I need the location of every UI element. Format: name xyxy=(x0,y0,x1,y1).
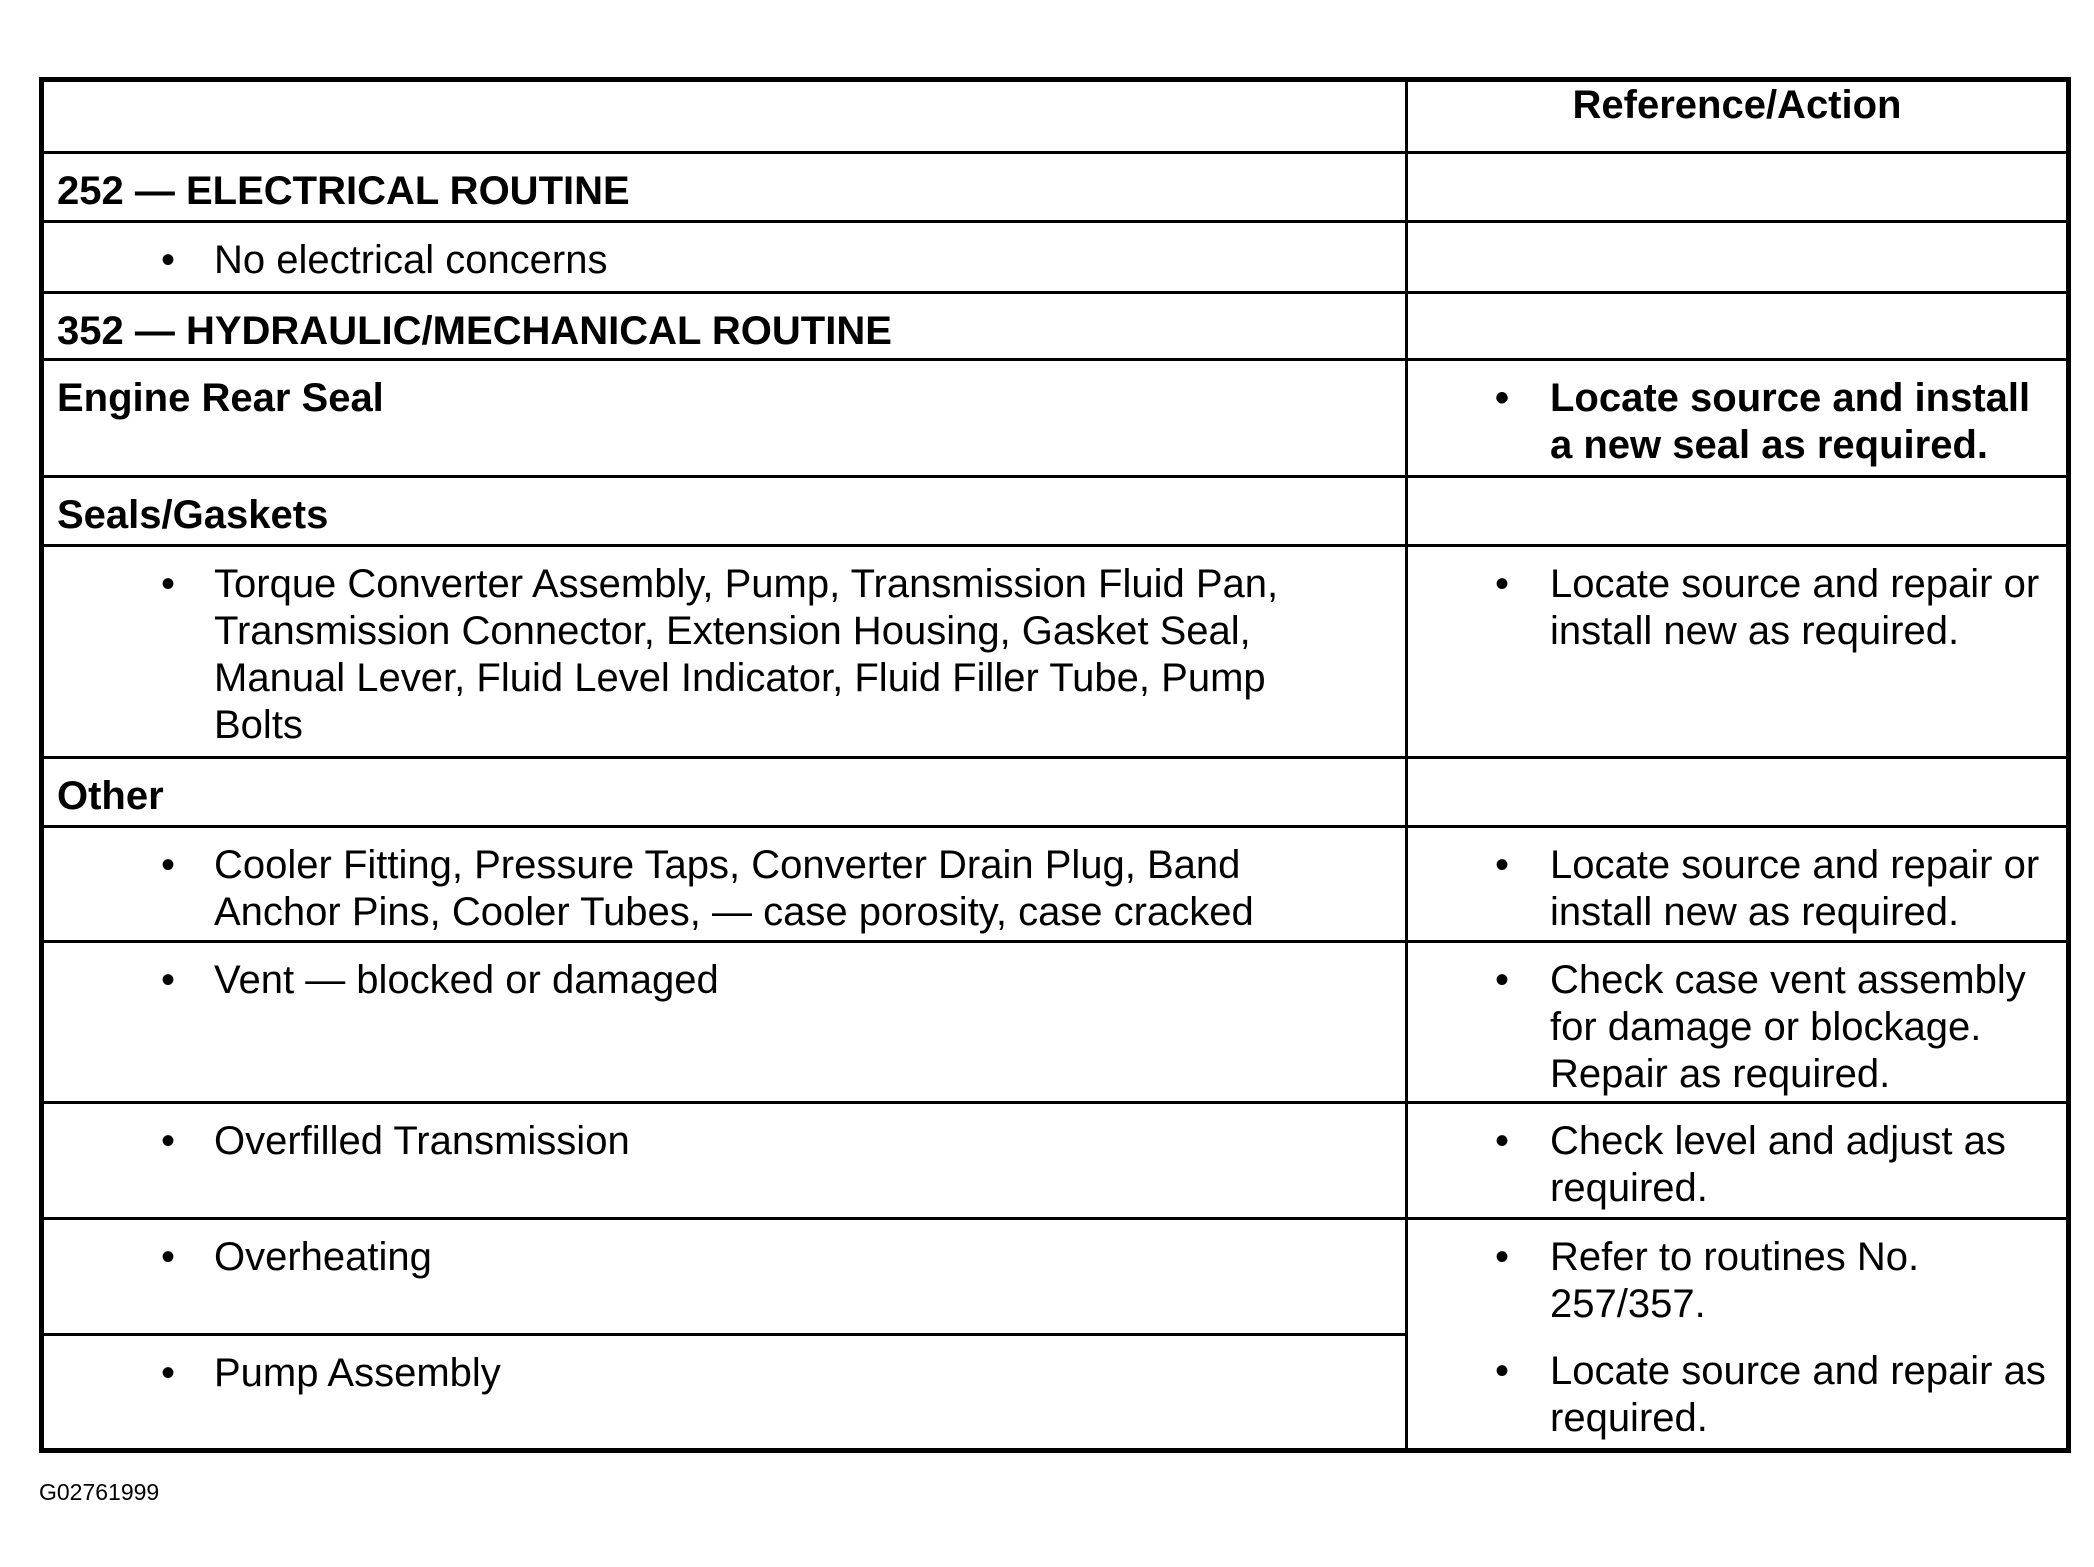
bullet-icon: • xyxy=(161,1351,176,1395)
action-cell xyxy=(1407,942,2069,1103)
table-row xyxy=(42,222,2069,293)
table-row xyxy=(42,1219,2069,1335)
bullet-icon: • xyxy=(1495,958,1510,1002)
bullet-icon: • xyxy=(161,843,176,887)
condition-cell xyxy=(42,1219,1407,1335)
table-row xyxy=(42,293,2069,360)
table-row xyxy=(42,153,2069,222)
header-cell-reference-action: Reference/Action xyxy=(1407,80,2069,153)
action-cell-empty xyxy=(1407,758,2069,827)
bullet-icon: • xyxy=(1495,376,1510,420)
action-text: Locate source and repair as required. xyxy=(1550,1349,2046,1440)
figure-id-label: G02761999 xyxy=(39,1479,160,1505)
table-row xyxy=(42,758,2069,827)
condition-text: Cooler Fitting, Pressure Taps, Converter Drain Plug, Band Anchor Pins, Cooler Tubes, — case porosity, case cracked xyxy=(214,843,1254,934)
header-cell-condition xyxy=(42,80,1407,153)
condition-text: No electrical concerns xyxy=(214,238,608,282)
bullet-icon: • xyxy=(161,1235,176,1279)
bullet-icon: • xyxy=(1495,1119,1510,1163)
bullet-icon: • xyxy=(161,958,176,1002)
section-heading-engine-rear-seal: Engine Rear Seal xyxy=(42,360,1407,477)
action-cell xyxy=(1407,1103,2069,1219)
condition-text: Vent — blocked or damaged xyxy=(214,958,719,1002)
action-text: Locate source and install a new seal as required. xyxy=(1550,376,2031,467)
section-heading-seals-gaskets: Seals/Gaskets xyxy=(42,477,1407,546)
condition-text: Overheating xyxy=(214,1235,432,1279)
section-heading-electrical-routine: 252 — ELECTRICAL ROUTINE xyxy=(42,153,1407,222)
action-cell xyxy=(1407,360,2069,477)
action-text: Locate source and repair or install new as required. xyxy=(1550,562,2040,653)
table-header-row xyxy=(42,80,2069,153)
diagnostic-table xyxy=(39,77,2071,1453)
action-cell-empty xyxy=(1407,477,2069,546)
table-row xyxy=(42,546,2069,758)
table-row xyxy=(42,827,2069,942)
action-cell-merged xyxy=(1407,1219,2069,1451)
condition-cell xyxy=(42,1103,1407,1219)
bullet-icon: • xyxy=(1495,562,1510,606)
condition-cell xyxy=(42,827,1407,942)
bullet-icon: • xyxy=(161,1119,176,1163)
bullet-icon: • xyxy=(1495,843,1510,887)
condition-text: Torque Converter Assembly, Pump, Transmission Fluid Pan, Transmission Connector, Extension Housing, Gasket Seal, Manual Lever, Fluid Level Indicator, Fluid Filler Tube, Pump Bolts xyxy=(214,562,1279,747)
table-row xyxy=(42,1103,2069,1219)
section-heading-other: Other xyxy=(42,758,1407,827)
condition-text: Pump Assembly xyxy=(214,1351,501,1395)
action-text: Check case vent assembly for damage or blockage. Repair as required. xyxy=(1550,958,2026,1096)
bullet-icon: • xyxy=(1495,1349,1510,1393)
section-heading-hydraulic-mechanical-routine: 352 — HYDRAULIC/MECHANICAL ROUTINE xyxy=(42,293,1407,360)
action-text: Refer to routines No. 257/357. xyxy=(1550,1235,1920,1326)
condition-text: Overfilled Transmission xyxy=(214,1119,630,1163)
condition-cell xyxy=(42,942,1407,1103)
table-row xyxy=(42,477,2069,546)
action-cell-empty xyxy=(1407,153,2069,222)
condition-cell xyxy=(42,222,1407,293)
condition-cell xyxy=(42,1335,1407,1451)
action-text: Locate source and repair or install new as required. xyxy=(1550,843,2040,934)
table-row xyxy=(42,942,2069,1103)
bullet-icon: • xyxy=(161,238,176,282)
condition-cell xyxy=(42,546,1407,758)
action-cell-empty xyxy=(1407,293,2069,360)
bullet-icon: • xyxy=(161,562,176,606)
table-row xyxy=(42,360,2069,477)
action-cell-empty xyxy=(1407,222,2069,293)
bullet-icon: • xyxy=(1495,1235,1510,1279)
action-second-item xyxy=(1495,1348,2048,1442)
action-cell xyxy=(1407,546,2069,758)
action-cell xyxy=(1407,827,2069,942)
action-text: Check level and adjust as required. xyxy=(1550,1119,2006,1210)
